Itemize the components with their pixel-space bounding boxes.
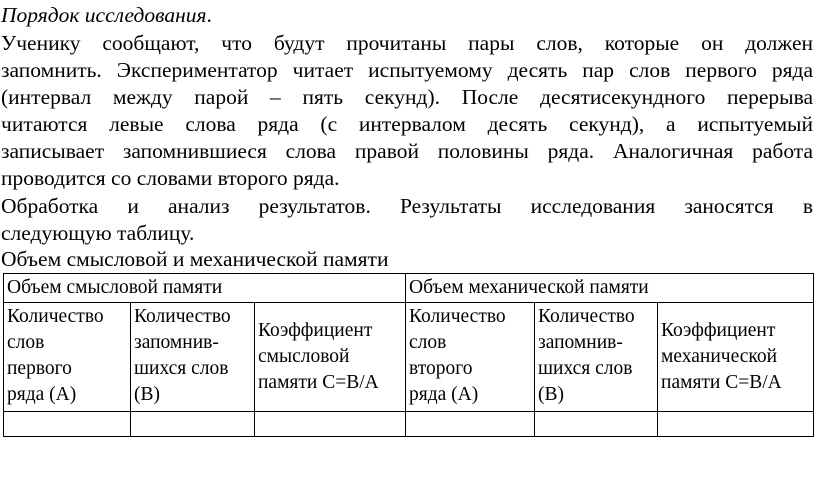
memory-table (3, 273, 814, 437)
paragraph-1-line-3: (интервал между парой – пять секунд). После десятисекундного перерыва (1, 85, 813, 109)
paragraph-2-line-2: следующую таблицу. (1, 221, 195, 245)
paragraph-1-line-4: читаются левые слова ряда (с интервалом десять секунд), а испытуемый (1, 112, 813, 136)
paragraph-2-line-1: Обработка и анализ результатов. Результаты исследования заносятся в (1, 194, 813, 218)
table-group-header-row (4, 274, 814, 303)
paragraph-1-line-6: проводится со словами второго ряда. (1, 166, 340, 190)
column-header-remembered-words-2: Количество запомнив- шихся слов (В) (535, 303, 658, 412)
column-header-words-second-row: Количество слов второго ряда (А) (406, 303, 535, 412)
group-header-mechanical: Объем механической памяти (406, 274, 814, 303)
section-heading (1, 2, 813, 28)
table-cell[interactable] (658, 412, 814, 437)
group-header-semantic: Объем смысловой памяти (4, 274, 406, 303)
heading-dot: . (206, 3, 212, 27)
paragraph-1-line-5: записывает запомнившиеся слова правой половины ряда. Аналогичная работа (1, 139, 813, 163)
column-header-semantic-coefficient: Коэффициент смысловой памяти С=В/А (255, 303, 406, 412)
paragraph-1-line-1: Ученику сообщают, что будут прочитаны пары слов, которые он должен (1, 31, 813, 55)
column-header-remembered-words: Количество запомнив- шихся слов (В) (131, 303, 255, 412)
table-cell[interactable] (535, 412, 658, 437)
column-header-words-first-row: Количество слов первого ряда (А) (4, 303, 131, 412)
heading-label: Порядок исследования (1, 3, 207, 27)
paragraph-1-line-2: запомнить. Экспериментатор читает испытуемому десять пар слов первого ряда (1, 58, 813, 82)
table-cell[interactable] (131, 412, 255, 437)
table-row (4, 412, 814, 437)
table-column-header-row (4, 303, 814, 412)
table-title: Объем смысловой и механической памяти (1, 247, 389, 271)
table-cell[interactable] (255, 412, 406, 437)
table-cell[interactable] (406, 412, 535, 437)
column-header-mechanical-coefficient: Коэффициент механической памяти С=В/А (658, 303, 814, 412)
table-cell[interactable] (4, 412, 131, 437)
